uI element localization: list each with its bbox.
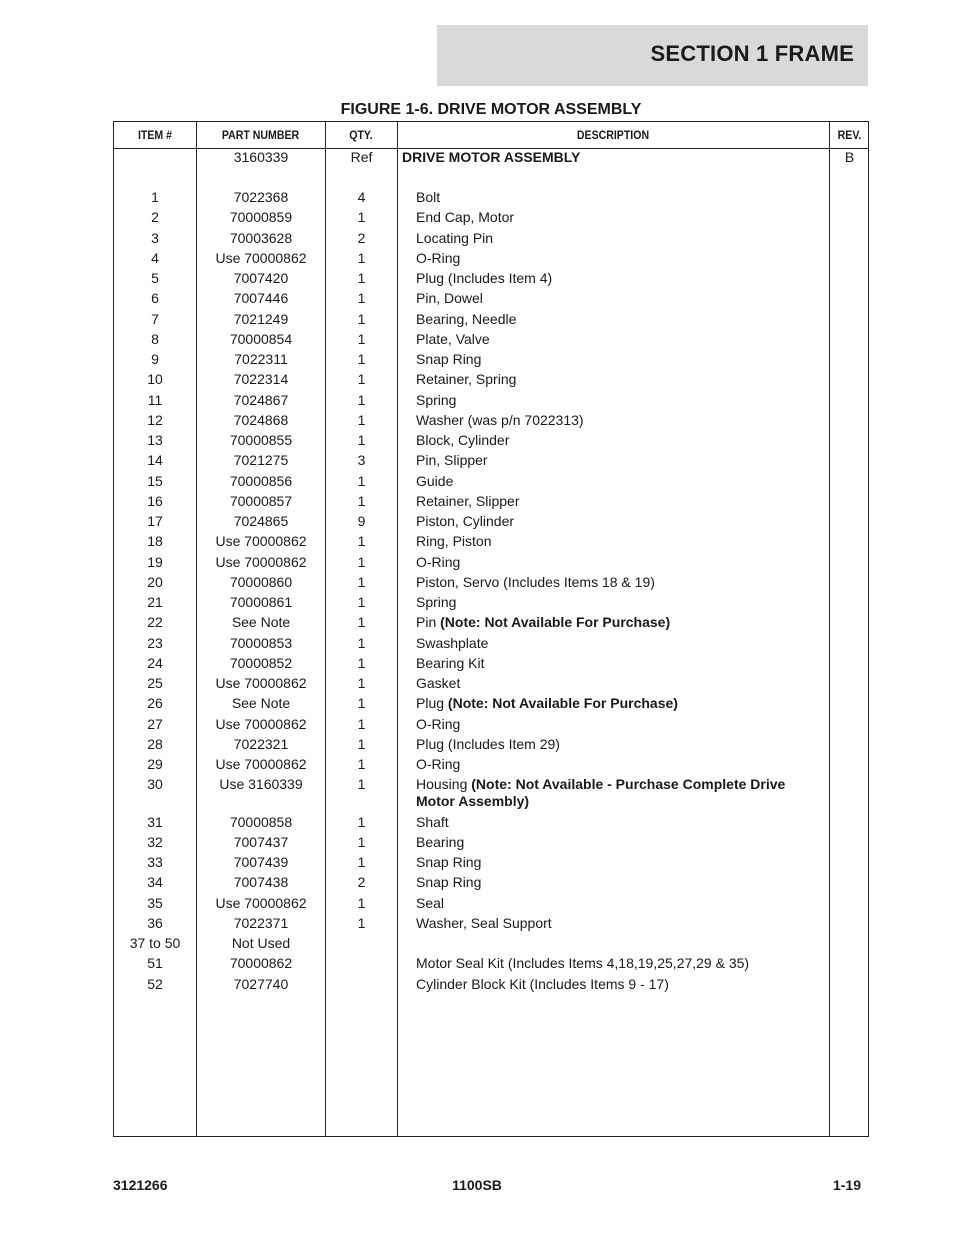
description: Bearing bbox=[416, 833, 465, 850]
part-number: 70003628 bbox=[229, 229, 293, 246]
description: O-Ring bbox=[416, 715, 461, 732]
description: DRIVE MOTOR ASSEMBLY bbox=[402, 149, 581, 165]
description bbox=[416, 695, 796, 712]
description: Cylinder Block Kit (Includes Items 9 - 17) bbox=[416, 975, 669, 992]
description: Bearing, Needle bbox=[416, 310, 517, 327]
part-number: 70000856 bbox=[229, 472, 293, 489]
item-number: 1 bbox=[151, 189, 159, 205]
item-number: 19 bbox=[147, 553, 163, 570]
quantity: 1 bbox=[357, 492, 366, 509]
quantity: 1 bbox=[357, 854, 366, 870]
quantity: Ref bbox=[350, 149, 373, 165]
item-number: 24 bbox=[147, 654, 163, 671]
column-header-description: DESCRIPTION bbox=[576, 128, 650, 142]
description: End Cap, Motor bbox=[416, 209, 515, 226]
description: Snap Ring bbox=[416, 854, 482, 870]
item-number: 35 bbox=[147, 894, 163, 911]
quantity: 1 bbox=[357, 411, 366, 428]
description-note: (Note: Not Available For Purchase) bbox=[440, 614, 671, 631]
part-number: Use 70000862 bbox=[215, 675, 307, 691]
description: Gasket bbox=[416, 675, 461, 691]
column-header-qty: QTY. bbox=[349, 128, 373, 142]
quantity: 1 bbox=[357, 634, 366, 651]
description: Washer (was p/n 7022313) bbox=[416, 411, 584, 428]
description: Motor Seal Kit (Includes Items 4,18,19,25,27,29 & 35) bbox=[416, 955, 750, 972]
item-number: 23 bbox=[147, 634, 163, 651]
item-number: 20 bbox=[147, 573, 163, 590]
part-number: 7021275 bbox=[233, 452, 289, 469]
description: O-Ring bbox=[416, 756, 461, 772]
part-number: 70000859 bbox=[229, 209, 293, 226]
description: Swashplate bbox=[416, 634, 489, 651]
description: Plug (Includes Item 4) bbox=[416, 270, 553, 286]
quantity: 1 bbox=[357, 330, 366, 347]
part-number: 7024867 bbox=[233, 391, 289, 408]
description-text: Housing bbox=[416, 776, 472, 793]
item-number: 25 bbox=[147, 675, 163, 691]
description: Retainer, Spring bbox=[416, 371, 517, 388]
item-number: 4 bbox=[151, 249, 159, 266]
part-number: See Note bbox=[231, 614, 291, 631]
part-number: Use 70000862 bbox=[215, 249, 307, 266]
description-note: (Note: Not Available - Purchase Complete Drive Motor Assembly) bbox=[416, 776, 786, 810]
part-number: 7022321 bbox=[233, 735, 289, 752]
quantity: 9 bbox=[357, 513, 366, 529]
item-number: 8 bbox=[151, 330, 159, 347]
item-number: 6 bbox=[151, 290, 159, 307]
item-number: 36 bbox=[147, 914, 163, 931]
part-number: Use 70000862 bbox=[215, 553, 307, 570]
description: Spring bbox=[416, 594, 457, 610]
item-number: 31 bbox=[147, 813, 163, 830]
description: Piston, Servo (Includes Items 18 & 19) bbox=[416, 573, 655, 590]
part-number: Use 70000862 bbox=[215, 715, 307, 732]
section-header bbox=[437, 25, 868, 86]
item-number: 17 bbox=[147, 513, 163, 529]
part-number: 7007437 bbox=[233, 833, 289, 850]
item-number: 51 bbox=[147, 955, 163, 972]
description bbox=[416, 776, 796, 810]
description: Block, Cylinder bbox=[416, 432, 510, 448]
part-number: Not Used bbox=[231, 935, 291, 951]
quantity: 1 bbox=[357, 695, 366, 712]
part-number: 70000854 bbox=[229, 330, 293, 347]
footer-doc-number: 3121266 bbox=[113, 1177, 168, 1193]
part-number: 3160339 bbox=[233, 149, 289, 165]
description: Ring, Piston bbox=[416, 533, 492, 550]
description: Pin, Slipper bbox=[416, 452, 488, 469]
part-number: 70000853 bbox=[229, 634, 293, 651]
part-number: 70000858 bbox=[229, 813, 293, 830]
description: Shaft bbox=[416, 813, 449, 830]
item-number: 3 bbox=[151, 229, 159, 246]
item-number: 2 bbox=[151, 209, 159, 226]
part-number: Use 70000862 bbox=[215, 756, 307, 772]
item-number: 9 bbox=[151, 351, 159, 367]
part-number: Use 3160339 bbox=[219, 776, 303, 793]
description: Locating Pin bbox=[416, 229, 494, 246]
item-number: 22 bbox=[147, 614, 163, 631]
item-number: 33 bbox=[147, 854, 163, 870]
item-number: 11 bbox=[147, 391, 163, 408]
part-number: 7024868 bbox=[233, 411, 289, 428]
part-number: 7022368 bbox=[233, 189, 289, 205]
quantity: 1 bbox=[357, 594, 366, 610]
quantity: 1 bbox=[357, 472, 366, 489]
quantity: 1 bbox=[357, 675, 366, 691]
description: Pin, Dowel bbox=[416, 290, 483, 307]
item-number: 21 bbox=[147, 594, 163, 610]
part-number: 7022371 bbox=[233, 914, 289, 931]
item-number: 30 bbox=[147, 776, 163, 793]
item-number: 12 bbox=[147, 411, 163, 428]
item-number: 52 bbox=[147, 975, 163, 992]
column-header-part-number: PART NUMBER bbox=[221, 128, 300, 142]
description-text: Pin bbox=[416, 614, 441, 631]
description: Washer, Seal Support bbox=[416, 914, 552, 931]
item-number: 34 bbox=[147, 874, 163, 891]
description: Snap Ring bbox=[416, 351, 482, 367]
description: O-Ring bbox=[416, 249, 461, 266]
item-number: 13 bbox=[147, 432, 163, 448]
part-number: 70000852 bbox=[229, 654, 293, 671]
quantity: 1 bbox=[357, 209, 366, 226]
quantity: 1 bbox=[357, 813, 366, 830]
item-number: 28 bbox=[147, 735, 163, 752]
description: Seal bbox=[416, 894, 445, 911]
part-number: 7007439 bbox=[233, 854, 289, 870]
quantity: 1 bbox=[357, 432, 366, 448]
item-number: 32 bbox=[147, 833, 163, 850]
item-number: 16 bbox=[147, 492, 163, 509]
section-title: SECTION 1 FRAME bbox=[650, 41, 854, 66]
part-number: 7027740 bbox=[233, 975, 289, 992]
part-number: 7021249 bbox=[233, 310, 289, 327]
quantity: 1 bbox=[357, 310, 366, 327]
description bbox=[416, 614, 796, 631]
column-divider bbox=[397, 122, 398, 1136]
quantity: 4 bbox=[357, 189, 366, 205]
quantity: 1 bbox=[357, 614, 366, 631]
item-number: 18 bbox=[147, 533, 163, 550]
part-number: 70000860 bbox=[229, 573, 293, 590]
description: Guide bbox=[416, 472, 454, 489]
description: Plate, Valve bbox=[416, 330, 490, 347]
description: O-Ring bbox=[416, 553, 461, 570]
quantity: 1 bbox=[357, 351, 366, 367]
item-number: 7 bbox=[151, 310, 159, 327]
part-number: 7024865 bbox=[233, 513, 289, 529]
part-number: 70000857 bbox=[229, 492, 293, 509]
quantity: 1 bbox=[357, 270, 366, 286]
part-number: 7007420 bbox=[233, 270, 289, 286]
description: Retainer, Slipper bbox=[416, 492, 520, 509]
quantity: 1 bbox=[357, 533, 366, 550]
quantity: 1 bbox=[357, 833, 366, 850]
column-header-item: ITEM # bbox=[137, 128, 173, 142]
quantity: 1 bbox=[357, 371, 366, 388]
footer-page-number: 1-19 bbox=[832, 1177, 861, 1193]
part-number: 70000855 bbox=[229, 432, 293, 448]
column-divider bbox=[829, 122, 830, 1136]
quantity: 1 bbox=[357, 654, 366, 671]
description: Piston, Cylinder bbox=[416, 513, 515, 529]
description: Spring bbox=[416, 391, 457, 408]
part-number: 7007438 bbox=[233, 874, 289, 891]
item-number: 15 bbox=[147, 472, 163, 489]
item-number: 27 bbox=[147, 715, 163, 732]
item-number: 26 bbox=[147, 695, 163, 712]
figure-title: FIGURE 1-6. DRIVE MOTOR ASSEMBLY bbox=[340, 101, 642, 118]
quantity: 1 bbox=[357, 914, 366, 931]
part-number: 7022314 bbox=[233, 371, 289, 388]
quantity: 1 bbox=[357, 290, 366, 307]
parts-table bbox=[113, 121, 869, 1137]
description: Snap Ring bbox=[416, 874, 482, 891]
revision: B bbox=[844, 149, 855, 165]
description-text: Plug bbox=[416, 695, 448, 712]
description: Plug (Includes Item 29) bbox=[416, 735, 560, 752]
quantity: 2 bbox=[357, 874, 366, 891]
part-number: 70000861 bbox=[229, 594, 293, 610]
part-number: Use 70000862 bbox=[215, 894, 307, 911]
item-number: 10 bbox=[147, 371, 163, 388]
footer-model: 1100SB bbox=[452, 1177, 502, 1193]
quantity: 1 bbox=[357, 249, 366, 266]
description-note: (Note: Not Available For Purchase) bbox=[447, 695, 678, 712]
item-number: 29 bbox=[147, 756, 163, 772]
quantity: 1 bbox=[357, 776, 366, 793]
part-number: 70000862 bbox=[229, 955, 293, 972]
quantity: 1 bbox=[357, 715, 366, 732]
part-number: 7022311 bbox=[234, 351, 288, 367]
item-number: 14 bbox=[147, 452, 163, 469]
quantity: 2 bbox=[357, 229, 366, 246]
column-header-rev: REV. bbox=[837, 128, 862, 142]
description: Bolt bbox=[416, 189, 441, 205]
part-number: Use 70000862 bbox=[215, 533, 307, 550]
quantity: 3 bbox=[357, 452, 366, 469]
quantity: 1 bbox=[357, 553, 366, 570]
quantity: 1 bbox=[357, 894, 366, 911]
item-number: 37 to 50 bbox=[129, 935, 181, 951]
item-number: 5 bbox=[151, 270, 159, 286]
quantity: 1 bbox=[357, 756, 366, 772]
quantity: 1 bbox=[357, 573, 366, 590]
quantity: 1 bbox=[357, 391, 366, 408]
quantity: 1 bbox=[357, 735, 366, 752]
description: Bearing Kit bbox=[416, 654, 485, 671]
part-number: 7007446 bbox=[233, 290, 289, 307]
part-number: See Note bbox=[231, 695, 291, 712]
